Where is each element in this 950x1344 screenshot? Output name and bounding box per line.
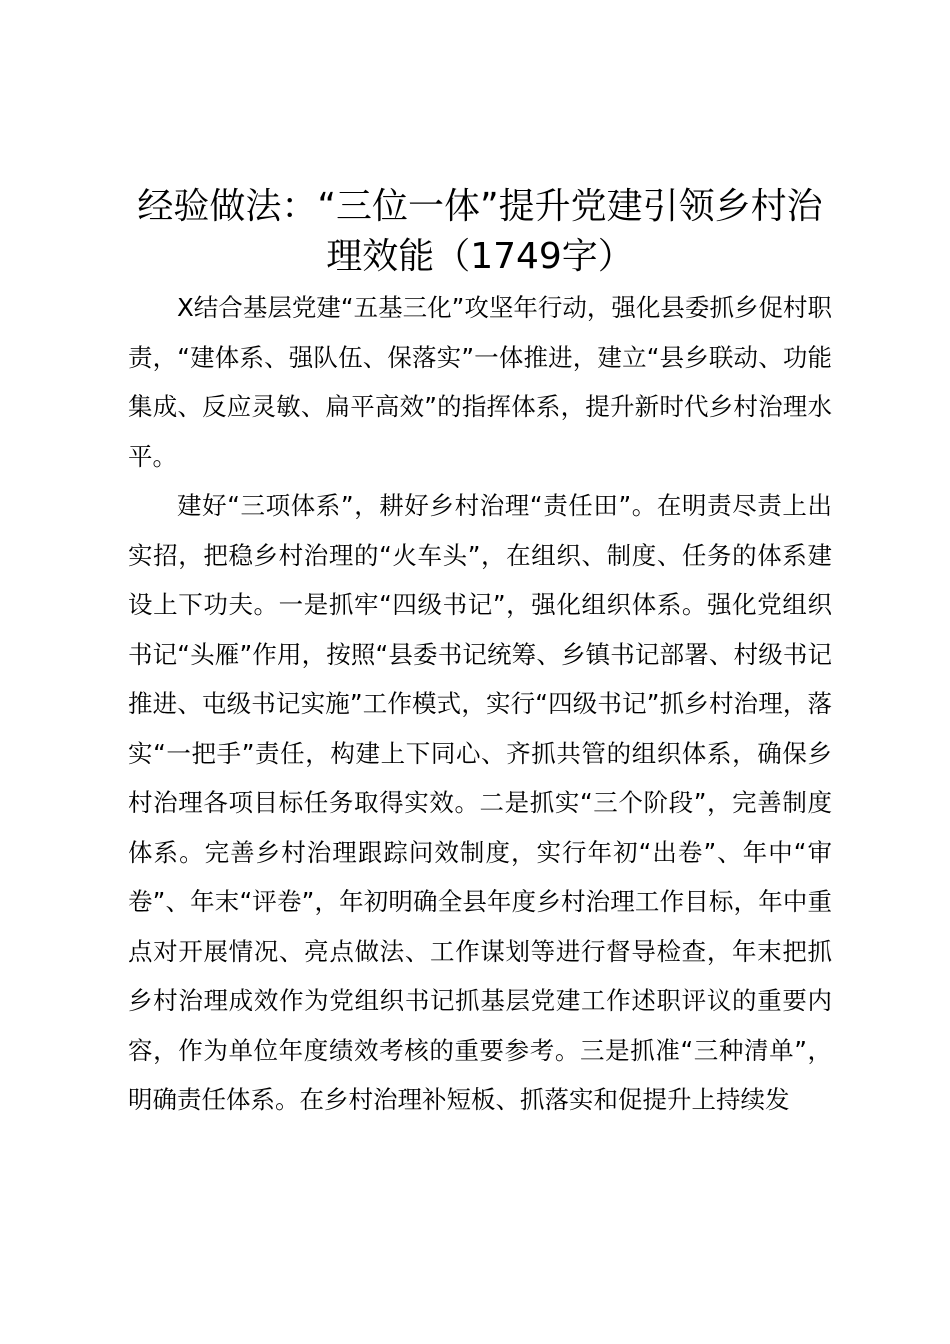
paragraph-three-systems: 建好“三项体系”，耕好乡村治理“责任田”。在明责尽责上出实招，把稳乡村治理的“火车头”，在组织、制度、任务的体系建设上下功夫。一是抓牢“四级书记”，强化组织体系。强化党组织书记“头雁”作用，按照“县委书记统筹、乡镇书记部署、村级书记推进、屯级书记实施”工作模式，实行“四级书记”抓乡村治理，落实“一把手”责任，构建上下同心、齐抓共管的组织体系，确保乡村治理各项目标任务取得实效。二是抓实“三个阶段”，完善制度体系。完善乡村治理跟踪问效制度，实行年初“出卷”、年中“审卷”、年末“评卷”，年初明确全县年度乡村治理工作目标，年中重点对开展情况、亮点做法、工作谋划等进行督导检查，年末把抓乡村治理成效作为党组织书记抓基层党建工作述职评议的重要内容，作为单位年度绩效考核的重要参考。三是抓准“三种清单”，明确责任体系。在乡村治理补短板、抓落实和促提升上持续发 <box>128 491 832 1114</box>
paragraph-intro: X结合基层党建“五基三化”攻坚年行动，强化县委抓乡促村职责，“建体系、强队伍、保落实”一体推进，建立“县乡联动、功能集成、反应灵敏、扁平高效”的指挥体系，提升新时代乡村治理水平。 <box>128 293 832 471</box>
document-title: 经验做法：“三位一体”提升党建引领乡村治理效能（1749字） <box>137 186 823 277</box>
document-page <box>128 182 832 1125</box>
